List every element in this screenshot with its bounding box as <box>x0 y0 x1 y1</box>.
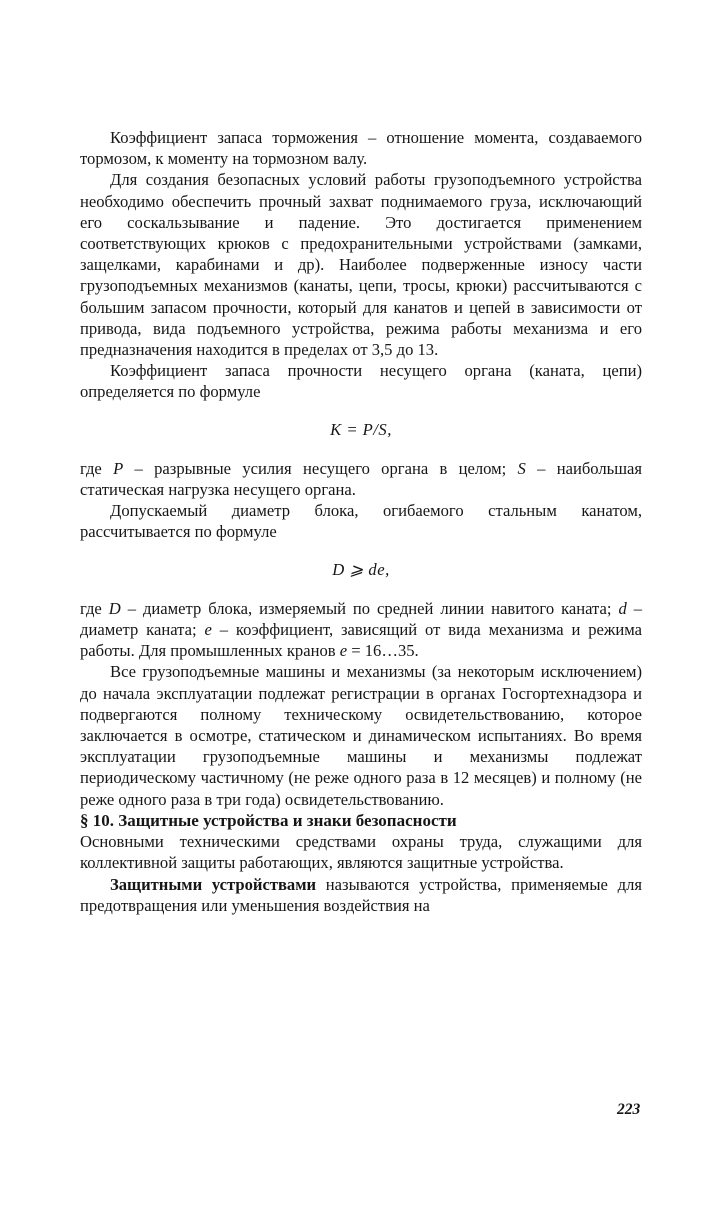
variable-e-range: e <box>339 641 348 661</box>
formula-d: D ⩾ de, <box>332 559 390 579</box>
paragraph-protective-devices <box>80 874 642 916</box>
paragraph-strength-coefficient: Коэффициент запаса прочности несущего органа (каната, цепи) определяется по формуле <box>80 361 642 402</box>
legend-e-text: – коэффициент, зависящий от вида механизма и режима работы. Для промышленных кранов <box>80 620 642 661</box>
paragraph-formula-k-legend <box>80 458 642 500</box>
legend-e-range-text: = 16…35. <box>347 641 419 661</box>
variable-s: S <box>517 458 526 478</box>
legend-prefix: где <box>80 598 109 618</box>
paragraph-formula-d-legend <box>80 598 642 662</box>
paragraph-protective-means: Основными техническими средствами охраны труда, служащими для коллективной защиты работающих, являются защитные устройства. <box>80 832 642 873</box>
paragraph-registration: Все грузоподъемные машины и механизмы (за некоторым исключением) до начала эксплуатации подлежат регистрации в органах Госгортехнадзора и подвергаются полному техническому освидетельствованию, которое заключается в осмотре, статическом и динамическом испытаниях. Во время эксплуатации грузоподъемные машины и механизмы подлежат периодическому частичному (не реже одного раза в 12 месяцев) и полному (не реже одного раза в три года) освидетельствованию. <box>80 662 642 809</box>
legend-s-text: – наибольшая статическая нагрузка несущего органа. <box>80 458 643 500</box>
variable-d-lower: d <box>618 598 627 618</box>
legend-prefix: где <box>80 458 114 478</box>
paragraph-brake-coefficient: Коэффициент запаса торможения – отношение момента, создаваемого тормозом, к моменту на тормозном валу. <box>80 128 642 169</box>
paragraph-block-diameter: Допускаемый диаметр блока, огибаемого стальным канатом, рассчитывается по формуле <box>80 501 642 542</box>
formula-k: K = P/S, <box>330 419 392 439</box>
page-number: 223 <box>617 1101 641 1118</box>
legend-p-text: – разрывные усилия несущего органа в целом; <box>123 458 518 478</box>
legend-d-upper-text: – диаметр блока, измеряемый по средней линии навитого каната; <box>120 598 619 618</box>
definition-protective-devices: называются устройства, применяемые для предотвращения или уменьшения воздействия на <box>80 874 642 915</box>
variable-e: e <box>204 620 212 640</box>
page-body <box>80 127 642 916</box>
paragraph-safe-conditions: Для создания безопасных условий работы грузоподъемного устройства необходимо обеспечить прочный захват поднимаемого груза, исключающий его соскальзывание и падение. Это достигается применением соответствующих крюков с предохранительными устройствами (замками, защелками, карабинами и др). Наиболее подверженные износу части грузоподъемных механизмов (канаты, цепи, тросы, крюки) рассчитываются с большим запасом прочности, который для канатов и цепей в зависимости от привода, вида подъемного устройства, режима работы механизма и его предназначения находится в пределах от 3,5 до 13. <box>80 170 642 360</box>
term-protective-devices: Защитными устройствами <box>110 874 317 894</box>
variable-d-upper: D <box>108 598 121 618</box>
legend-d-lower-text: – диаметр каната; <box>80 598 642 640</box>
section-heading: § 10. Защитные устройства и знаки безопасности <box>80 810 457 830</box>
variable-p: P <box>113 458 124 478</box>
